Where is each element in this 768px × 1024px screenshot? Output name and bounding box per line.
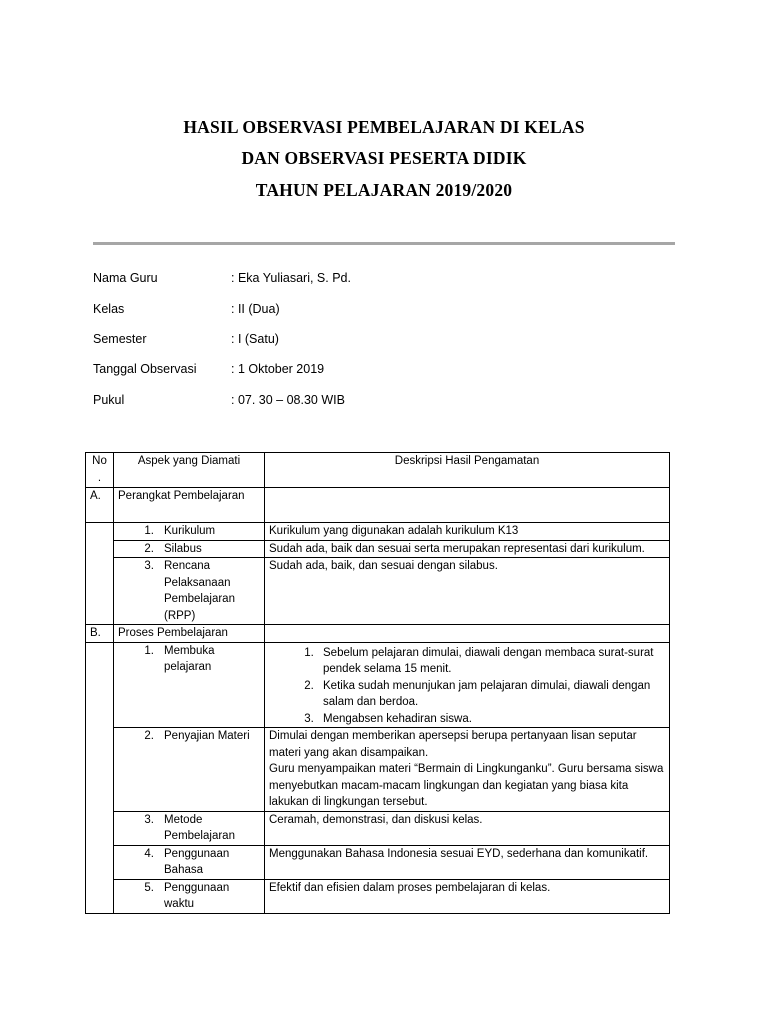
info-value: : II (Dua)	[231, 302, 280, 316]
section-no: B.	[86, 625, 114, 643]
info-label: Tanggal Observasi	[93, 362, 197, 376]
header-aspek: Aspek yang Diamati	[114, 453, 265, 488]
section-row-b	[86, 625, 670, 643]
title-line-3: TAHUN PELAJARAN 2019/2020	[255, 180, 513, 200]
info-label: Semester	[93, 332, 147, 346]
item-number: 4.	[144, 847, 154, 860]
item-label: Membuka pelajaran	[164, 644, 215, 673]
horizontal-divider	[93, 242, 675, 245]
list-item: 2. Ketika sudah menunjukan jam pelajaran dimulai, diawali dengan salam dan berdoa.	[317, 678, 665, 711]
info-value: : Eka Yuliasari, S. Pd.	[231, 271, 351, 285]
info-value: : 1 Oktober 2019	[231, 362, 325, 376]
list-item: 3. Mengabsen kehadiran siswa.	[317, 711, 665, 728]
desc-cell	[265, 642, 670, 728]
aspek-cell	[114, 642, 265, 728]
title-line-2: DAN OBSERVASI PESERTA DIDIK	[241, 148, 527, 168]
list-item: 1. Sebelum pelajaran dimulai, diawali dengan membaca surat-surat pendek selama 15 menit.	[317, 645, 665, 678]
table-row	[86, 558, 670, 625]
aspek-cell	[114, 558, 265, 625]
header-deskripsi: Deskripsi Hasil Pengamatan	[265, 453, 670, 488]
desc-cell: Sudah ada, baik dan sesuai serta merupakan representasi dari kurikulum.	[265, 540, 670, 558]
header-no: No .	[86, 453, 114, 488]
item-number: 3.	[144, 560, 154, 572]
item-number: 1.	[144, 644, 154, 657]
item-label: Kurikulum	[164, 525, 216, 537]
desc-paragraph: Dimulai dengan memberikan apersepsi berupa pertanyaan lisan seputar materi yang akan disampaikan.	[269, 730, 637, 759]
info-label: Pukul	[93, 393, 125, 407]
section-desc-empty	[265, 625, 670, 643]
section-label: Proses Pembelajaran	[114, 625, 265, 643]
info-value: : I (Satu)	[231, 332, 279, 346]
desc-cell	[265, 728, 670, 812]
item-number: 2.	[144, 542, 154, 555]
section-row-a	[86, 488, 670, 523]
aspek-cell	[114, 523, 265, 541]
aspek-cell	[114, 845, 265, 879]
table-header-row	[86, 453, 670, 488]
table-row	[86, 879, 670, 913]
desc-cell: Efektif dan efisien dalam proses pembelajaran di kelas.	[265, 879, 670, 913]
aspek-cell	[114, 811, 265, 845]
desc-cell: Sudah ada, baik, dan sesuai dengan silabus.	[265, 558, 670, 625]
aspek-cell	[114, 879, 265, 913]
table-row	[86, 642, 670, 728]
table-row	[86, 728, 670, 812]
item-label: Rencana Pelaksanaan Pembelajaran (RPP)	[164, 560, 235, 622]
aspek-cell	[114, 540, 265, 558]
table-row	[86, 811, 670, 845]
table-row	[86, 540, 670, 558]
desc-numbered-list	[269, 645, 665, 728]
section-label: Perangkat Pembelajaran	[114, 488, 265, 523]
info-value: : 07. 30 – 08.30 WIB	[231, 393, 345, 407]
desc-cell: Ceramah, demonstrasi, dan diskusi kelas.	[265, 811, 670, 845]
item-label: Silabus	[164, 542, 202, 555]
title-line-1: HASIL OBSERVASI PEMBELAJARAN DI KELAS	[183, 117, 585, 137]
item-number: 1.	[144, 525, 154, 537]
item-number: 5.	[144, 881, 154, 894]
item-label: Penggunaan Bahasa	[164, 847, 230, 876]
desc-cell: Menggunakan Bahasa Indonesia sesuai EYD, sederhana dan komunikatif.	[265, 845, 670, 879]
item-label: Penggunaan waktu	[164, 881, 230, 910]
item-number: 2.	[144, 730, 154, 742]
desc-paragraph: Guru menyampaikan materi “Bermain di Lingkunganku”. Guru bersama siswa menyebutkan macam-macam lingkungan dan kegiatan yang biasa kita lakukan di lingkungan tersebut.	[269, 763, 664, 808]
section-desc-empty	[265, 488, 670, 523]
info-label: Nama Guru	[93, 271, 158, 285]
item-number: 3.	[144, 813, 154, 826]
desc-cell: Kurikulum yang digunakan adalah kurikulum K13	[265, 523, 670, 541]
observation-table	[85, 452, 670, 914]
item-label: Metode Pembelajaran	[164, 813, 235, 842]
aspek-cell	[114, 728, 265, 812]
item-label: Penyajian Materi	[164, 730, 250, 742]
table-row	[86, 523, 670, 541]
info-label: Kelas	[93, 302, 125, 316]
section-no: A.	[86, 488, 114, 523]
empty-no-cell	[86, 642, 114, 913]
empty-no-cell	[86, 523, 114, 625]
table-row	[86, 845, 670, 879]
